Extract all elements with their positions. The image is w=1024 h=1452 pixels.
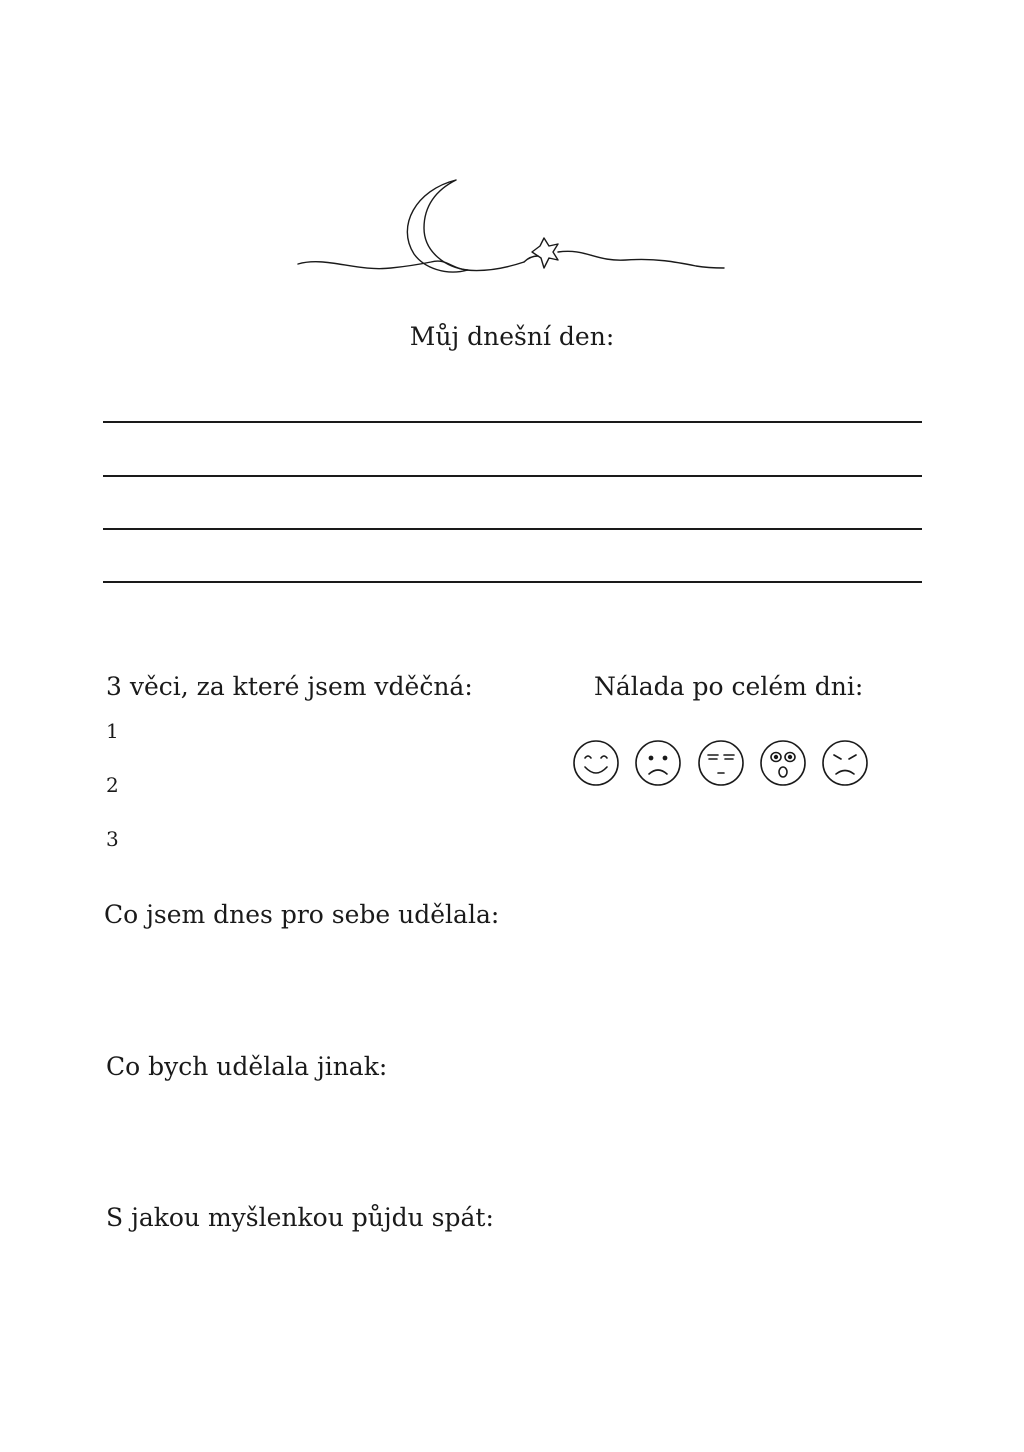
angry-face-icon[interactable]: [821, 739, 869, 787]
surprised-face-icon[interactable]: [759, 739, 807, 787]
sad-face-icon[interactable]: [634, 739, 682, 787]
writing-line: [103, 475, 922, 477]
page-title: Můj dnešní den:: [409, 322, 615, 351]
mood-heading: Nálada po celém dni:: [594, 672, 864, 701]
sleep-thought-heading: S jakou myšlenkou půjdu spát:: [106, 1203, 494, 1232]
writing-line: [103, 581, 922, 583]
smiling-face-icon[interactable]: [572, 739, 620, 787]
gratitude-item-2: 2: [106, 773, 119, 797]
moon-star-line-illustration: [296, 176, 728, 276]
gratitude-heading: 3 věci, za které jsem vděčná:: [106, 672, 473, 701]
writing-line: [103, 528, 922, 530]
gratitude-item-1: 1: [106, 719, 119, 743]
self-care-heading: Co jsem dnes pro sebe udělala:: [104, 900, 500, 929]
writing-line: [103, 421, 922, 423]
gratitude-item-3: 3: [106, 827, 119, 851]
neutral-face-icon[interactable]: [697, 739, 745, 787]
do-differently-heading: Co bych udělala jinak:: [106, 1052, 388, 1081]
